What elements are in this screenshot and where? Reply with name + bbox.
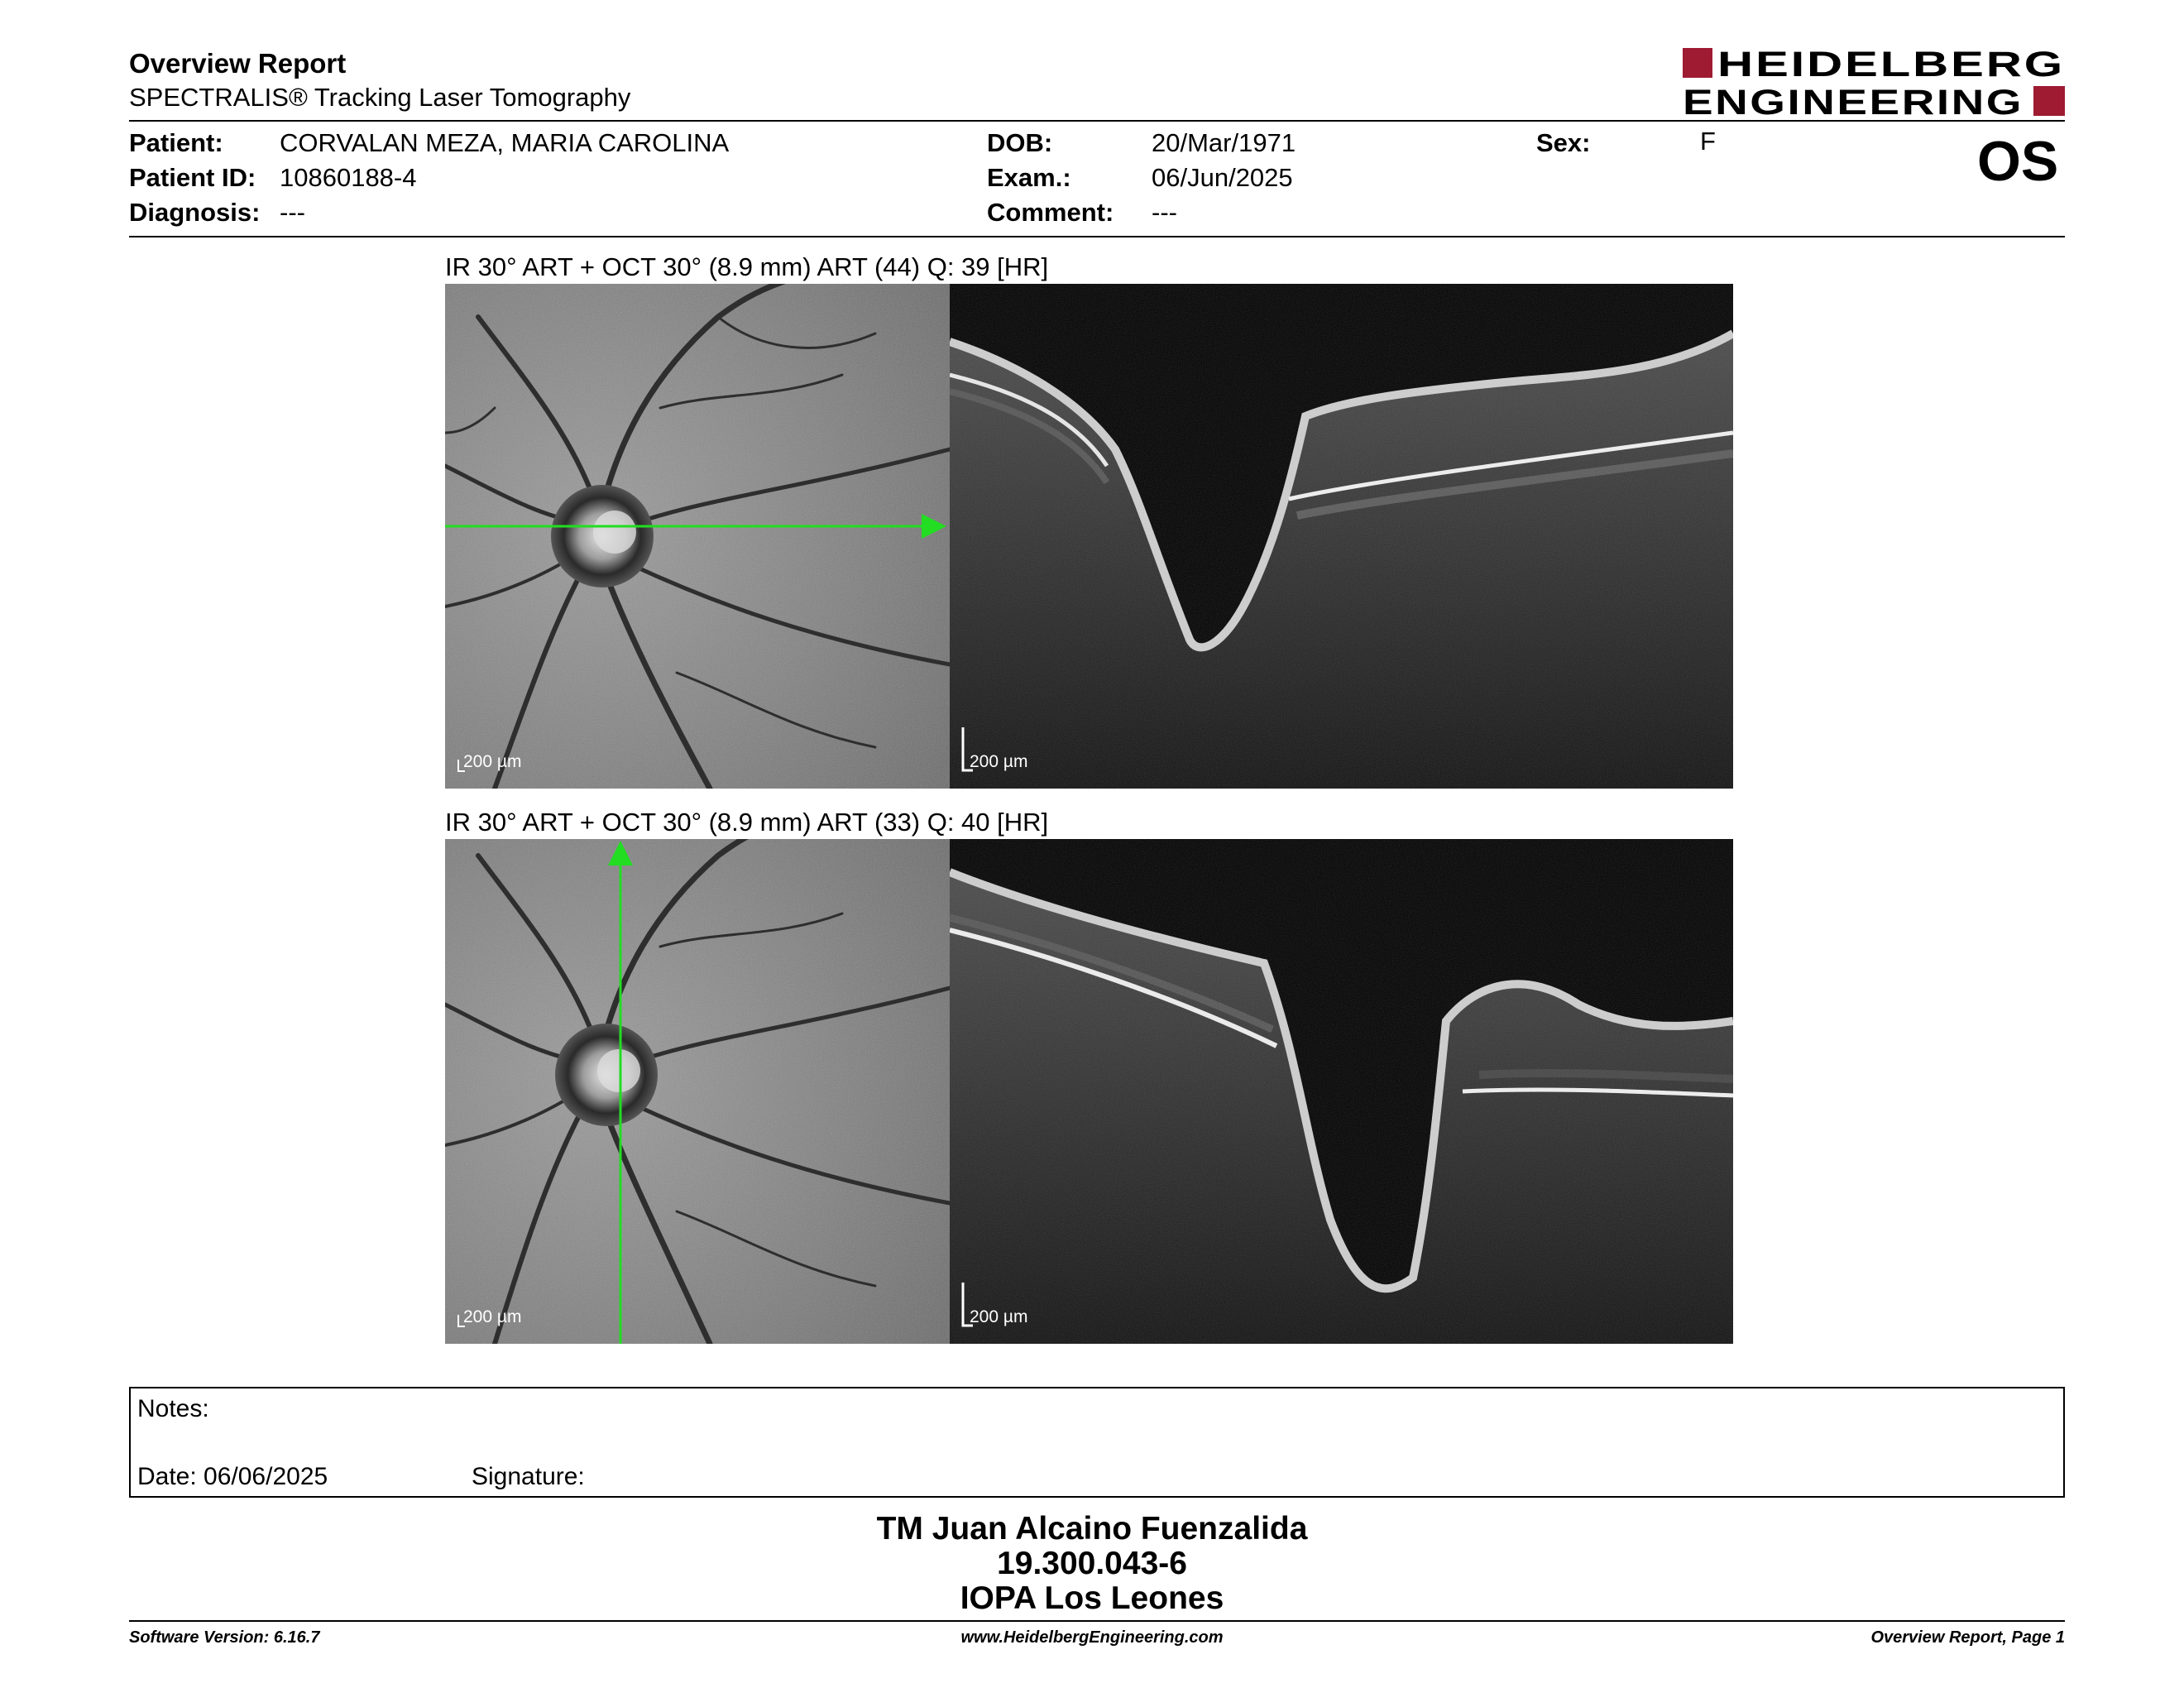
report-subtitle: SPECTRALIS® Tracking Laser Tomography (129, 83, 631, 112)
scan-2-ir-image[interactable] (445, 839, 950, 1344)
page-indicator: Overview Report, Page 1 (1870, 1628, 2065, 1647)
dob-value: 20/Mar/1971 (1152, 128, 1296, 157)
svg-text:ENGINEERING: ENGINEERING (1683, 83, 2024, 119)
dob-label: DOB: (987, 128, 1053, 157)
patient-id: 10860188-4 (280, 163, 417, 192)
sex-value: F (1700, 127, 1716, 156)
signer-id: 19.300.043-6 (997, 1546, 1187, 1581)
signer-institution: IOPA Los Leones (960, 1580, 1224, 1616)
scan-1-oct-image[interactable] (950, 284, 1733, 789)
scan-2-caption: IR 30° ART + OCT 30° (8.9 mm) ART (33) Q: 40 [HR] (445, 808, 1049, 837)
scan-1-oct-scale: 200 µm (970, 752, 1028, 771)
patient-id-label: Patient ID: (129, 163, 256, 192)
signer-name: TM Juan Alcaino Fuenzalida (876, 1511, 1308, 1547)
eye-laterality: OS (1977, 130, 2059, 193)
diagnosis-value: --- (280, 198, 305, 227)
comment-label: Comment: (987, 198, 1114, 227)
header-rule (129, 120, 2065, 122)
report-title: Overview Report (129, 48, 347, 79)
scan-1-ir-scale: 200 µm (463, 752, 522, 771)
scan-1-ir-image[interactable] (445, 284, 950, 789)
signature-label: Signature: (472, 1463, 585, 1490)
sex-label: Sex: (1536, 128, 1591, 157)
comment-value: --- (1152, 198, 1177, 227)
footer-rule (129, 1620, 2065, 1622)
website-link[interactable]: www.HeidelbergEngineering.com (960, 1628, 1224, 1647)
scan-1-caption: IR 30° ART + OCT 30° (8.9 mm) ART (44) Q: 39 [HR] (445, 252, 1049, 281)
scan-2-oct-image[interactable] (950, 839, 1733, 1344)
exam-label: Exam.: (987, 163, 1071, 192)
notes-box[interactable] (129, 1387, 2065, 1498)
patient-rule (129, 236, 2065, 237)
software-version: Software Version: 6.16.7 (129, 1628, 320, 1647)
diagnosis-label: Diagnosis: (129, 198, 261, 227)
patient-label: Patient: (129, 128, 223, 157)
notes-label: Notes: (137, 1395, 209, 1422)
scan-2-ir-scale: 200 µm (463, 1307, 522, 1326)
patient-name: CORVALAN MEZA, MARIA CAROLINA (280, 128, 730, 157)
heidelberg-logo (1683, 45, 2065, 119)
exam-date: 06/Jun/2025 (1152, 163, 1293, 192)
scan-2-oct-scale: 200 µm (970, 1307, 1028, 1326)
svg-text:HEIDELBERG: HEIDELBERG (1717, 45, 2065, 84)
notes-date: Date: 06/06/2025 (137, 1463, 328, 1490)
